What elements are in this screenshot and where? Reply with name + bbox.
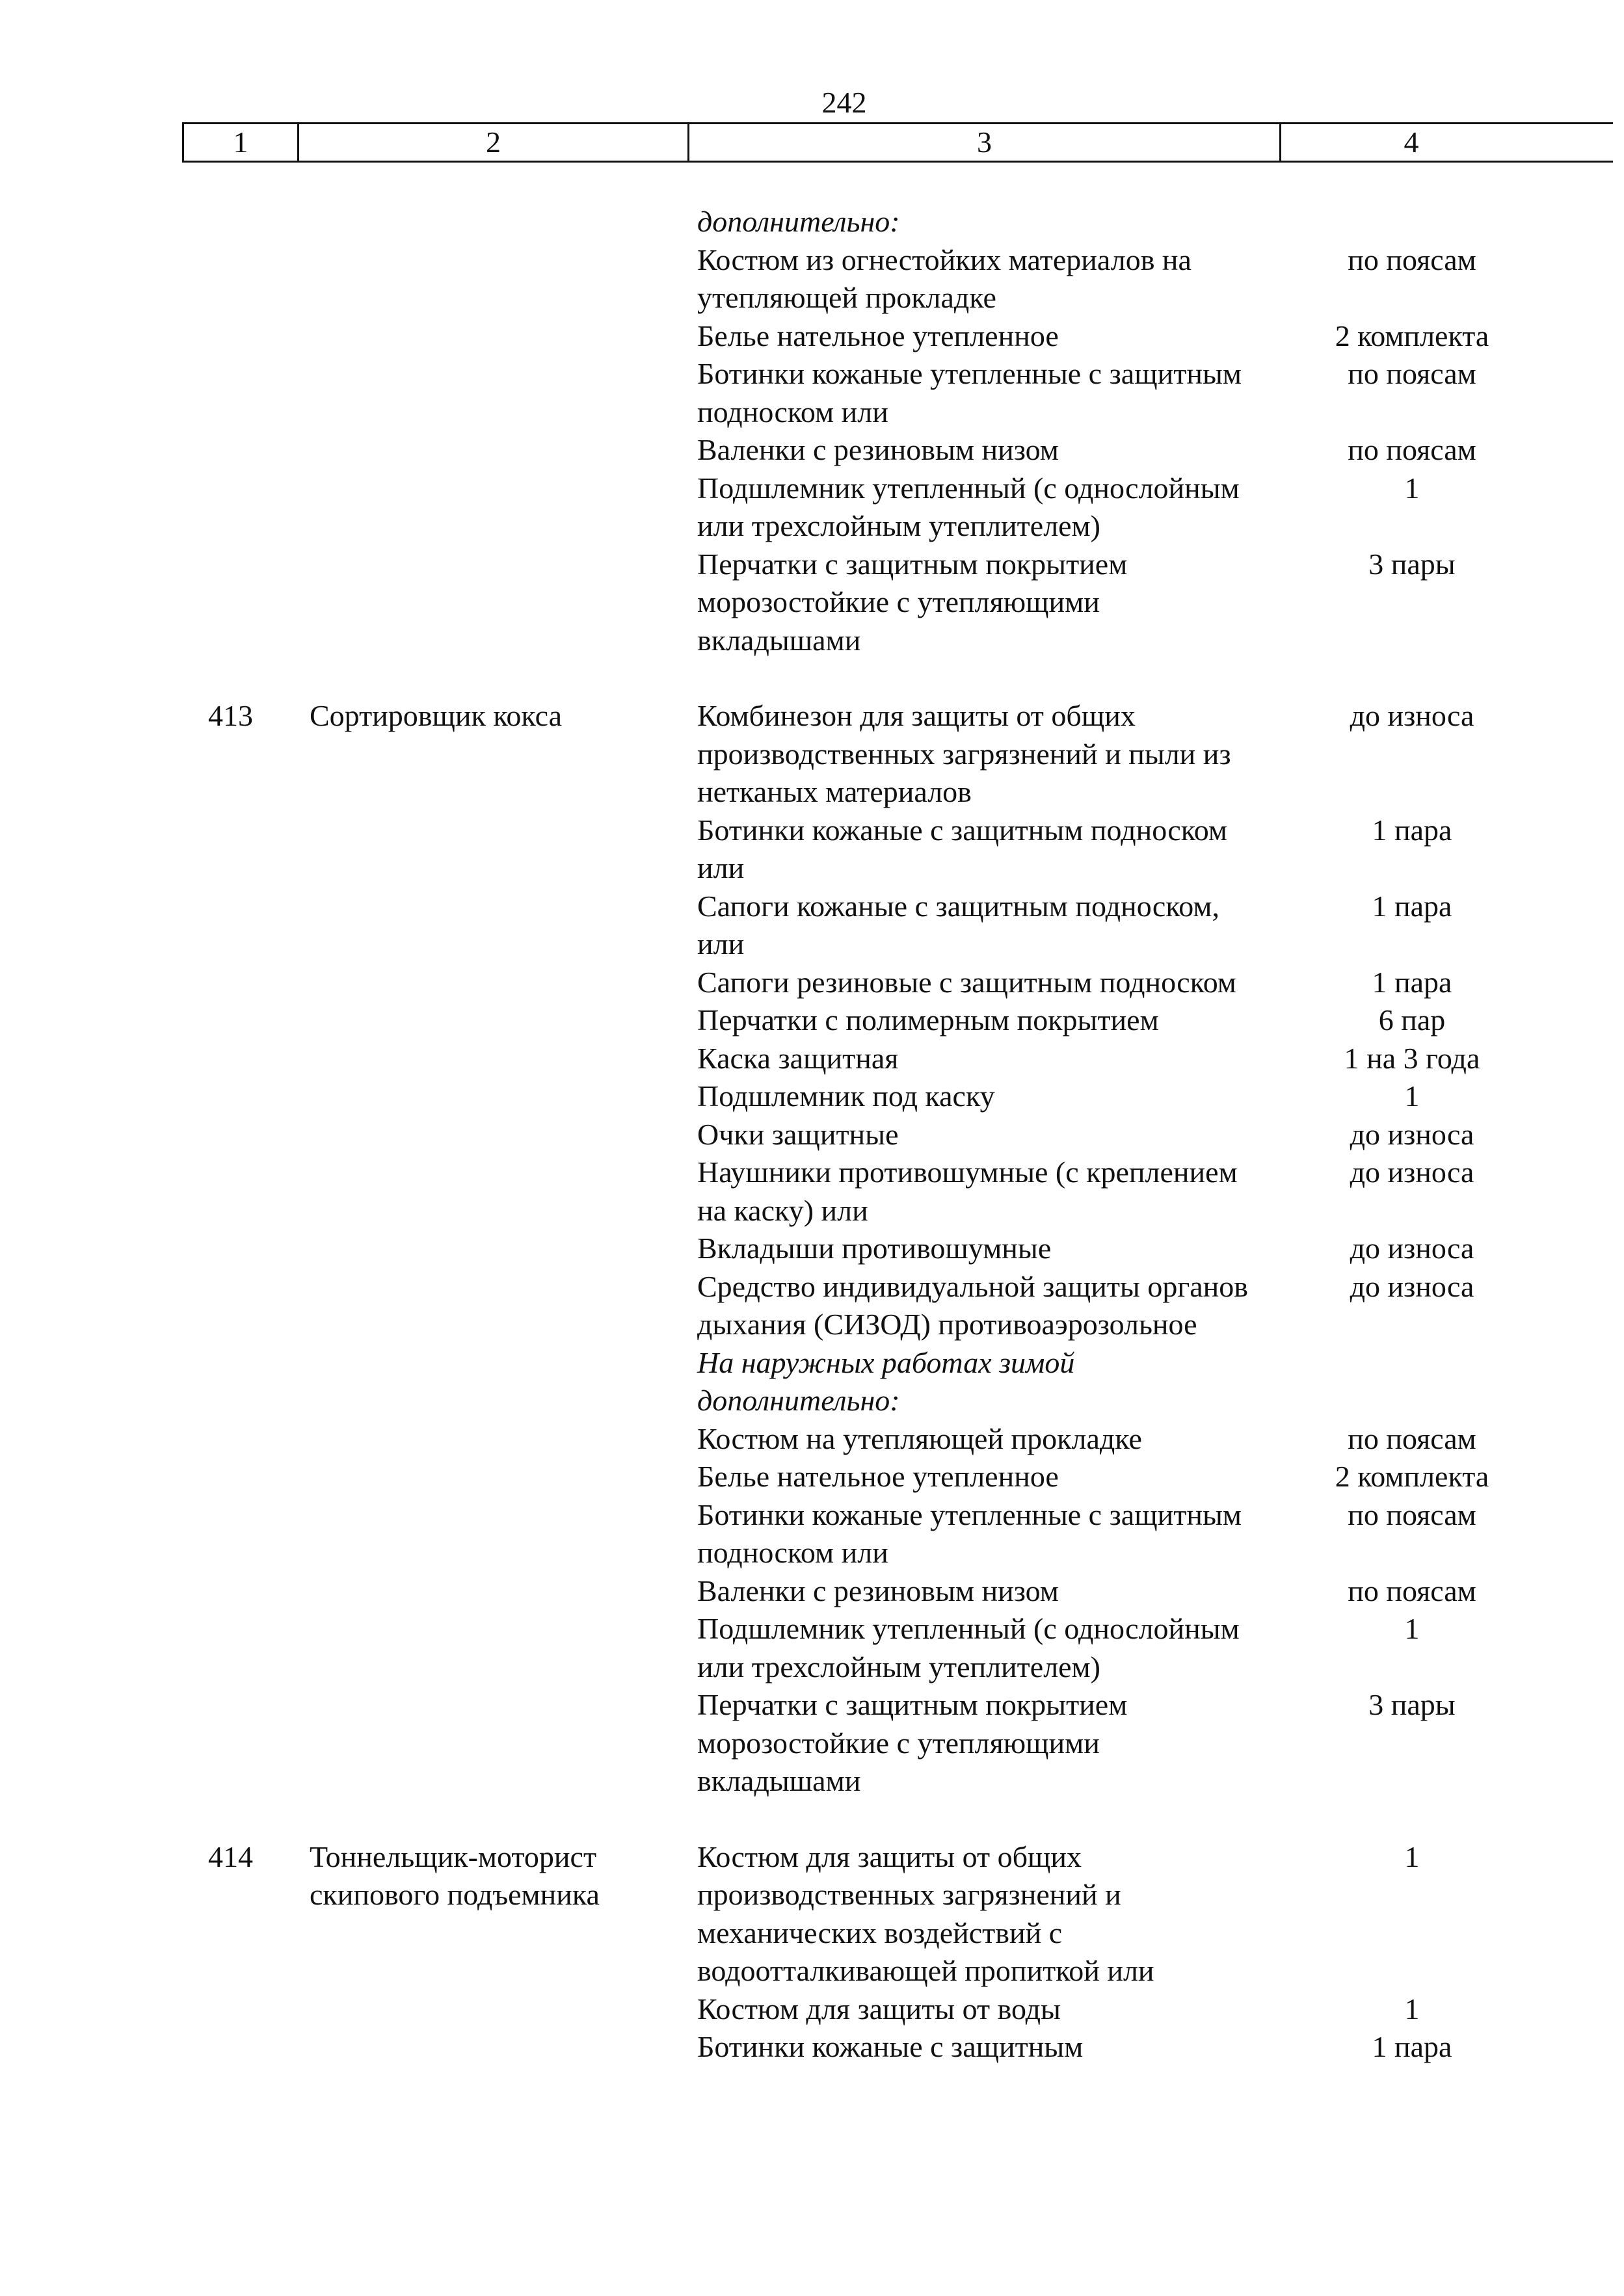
item-name: Средство индивидуальной защиты органов дыхания (СИЗОД) противоаэрозольное <box>697 1269 1248 1341</box>
list-item <box>0 203 1624 241</box>
item-name: Наушники противошумные (с креплением на каску) или <box>697 1155 1238 1227</box>
table-row <box>0 697 1624 1801</box>
profession-title: Сортировщик кокса <box>310 699 563 732</box>
item-name: Подшлемник утепленный (с однослойным или трехслойным утеплителем) <box>697 1612 1240 1683</box>
list-item <box>0 1268 1624 1344</box>
item-quantity: по поясам <box>1348 1574 1476 1607</box>
list-item <box>0 1154 1624 1230</box>
item-quantity: 1 <box>1404 1992 1420 2025</box>
item-name: Подшлемник под каску <box>697 1079 995 1113</box>
item-quantity: 1 <box>1404 1079 1420 1113</box>
entry-number: 414 <box>208 1840 253 1873</box>
item-quantity: по поясам <box>1348 1421 1476 1455</box>
item-quantity: до износа <box>1350 1232 1474 1265</box>
list-item <box>0 431 1624 469</box>
item-name: Очки защитные <box>697 1117 899 1151</box>
table-header <box>182 122 1541 163</box>
header-col-3: 3 <box>689 124 1281 161</box>
item-name: Перчатки с защитным покрытием морозостойкие с утепляющими вкладышами <box>697 547 1128 657</box>
list-item <box>0 1077 1624 1116</box>
item-quantity <box>1305 203 1519 241</box>
item-name: Перчатки с защитным покрытием морозостойкие с утепляющими вкладышами <box>697 1688 1128 1797</box>
item-quantity: по поясам <box>1348 357 1476 390</box>
section-note: дополнительно: <box>697 205 900 238</box>
item-quantity: 6 пар <box>1378 1003 1446 1036</box>
table-body <box>0 203 1624 2066</box>
list-item <box>0 2028 1624 2066</box>
item-name: Каска защитная <box>697 1041 899 1075</box>
list-item <box>0 317 1624 356</box>
item-name: Сапоги кожаные с защитным подноском, или <box>697 889 1220 960</box>
table-row <box>0 1838 1624 2066</box>
header-col-1: 1 <box>182 124 299 161</box>
list-item <box>0 1990 1624 2029</box>
item-quantity: до износа <box>1350 1155 1474 1189</box>
continued-entry <box>0 203 1624 659</box>
item-quantity: 1 пара <box>1372 965 1452 999</box>
item-name: Валенки с резиновым низом <box>697 1574 1059 1607</box>
item-quantity: 1 на 3 года <box>1344 1041 1480 1075</box>
list-item <box>0 1001 1624 1040</box>
list-item <box>0 1420 1624 1458</box>
item-quantity: по поясам <box>1348 1498 1476 1531</box>
item-name: Белье нательное утепленное <box>697 1460 1059 1493</box>
list-item <box>0 1686 1624 1801</box>
item-name: Перчатки с полимерным покрытием <box>697 1003 1159 1036</box>
section-note: На наружных работах зимой дополнительно: <box>697 1345 1075 1417</box>
item-quantity: до износа <box>1350 1117 1474 1151</box>
item-quantity: по поясам <box>1348 433 1476 466</box>
item-name: Костюм из огнестойких материалов на утепляющей прокладке <box>697 243 1191 314</box>
list-item <box>0 469 1624 546</box>
list-item <box>0 1116 1624 1154</box>
item-quantity: до износа <box>1350 1269 1474 1303</box>
list-item <box>0 964 1624 1002</box>
item-quantity: 1 <box>1404 1612 1420 1645</box>
item-name: Белье нательное утепленное <box>697 319 1059 352</box>
item-name: Ботинки кожаные утепленные с защитным подноском или <box>697 357 1242 429</box>
header-rule-extension <box>1541 122 1613 163</box>
list-item <box>0 1458 1624 1496</box>
entry-spacer <box>0 1801 1624 1838</box>
item-name: Костюм для защиты от воды <box>697 1992 1061 2025</box>
item-quantity: 3 пары <box>1368 1688 1456 1721</box>
list-item <box>0 1610 1624 1686</box>
list-item <box>0 355 1624 431</box>
item-quantity: 2 комплекта <box>1335 319 1489 352</box>
item-name: Костюм для защиты от общих производственных загрязнений и механических воздействий с водоотталкивающей пропиткой или <box>697 1840 1154 1987</box>
list-item <box>0 1496 1624 1572</box>
item-name: Ботинки кожаные с защитным подноском или <box>697 813 1228 884</box>
item-quantity: по поясам <box>1348 243 1476 276</box>
item-quantity: 1 <box>1404 471 1420 505</box>
item-name: Вкладыши противошумные <box>697 1232 1052 1265</box>
list-item <box>0 1230 1624 1268</box>
item-quantity: 1 пара <box>1372 2030 1452 2063</box>
item-name: Подшлемник утепленный (с однослойным или трехслойным утеплителем) <box>697 471 1240 542</box>
item-quantity: 2 комплекта <box>1335 1460 1489 1493</box>
header-col-2: 2 <box>299 124 689 161</box>
list-item <box>0 546 1624 660</box>
item-name: Валенки с резиновым низом <box>697 433 1059 466</box>
item-name: Костюм на утепляющей прокладке <box>697 1421 1142 1455</box>
item-name: Комбинезон для защиты от общих производственных загрязнений и пыли из нетканых материалов <box>697 699 1231 808</box>
header-col-4: 4 <box>1404 125 1419 159</box>
item-quantity: 1 <box>1404 1840 1420 1873</box>
item-name: Ботинки кожаные с защитным <box>697 2030 1084 2063</box>
list-item <box>0 812 1624 888</box>
entry-number: 413 <box>208 699 253 732</box>
list-item <box>0 1572 1624 1611</box>
list-item <box>0 1040 1624 1078</box>
item-name: Ботинки кожаные утепленные с защитным подноском или <box>697 1498 1242 1569</box>
list-item <box>0 241 1624 317</box>
list-item <box>0 888 1624 964</box>
item-quantity: 1 пара <box>1372 889 1452 923</box>
list-item <box>0 1344 1624 1420</box>
page-number: 242 <box>821 86 867 119</box>
entry-spacer <box>0 659 1624 697</box>
profession-title: Тоннельщик-моторист скипового подъемника <box>310 1840 600 1911</box>
item-name: Сапоги резиновые с защитным подноском <box>697 965 1236 999</box>
item-quantity: до износа <box>1350 699 1474 732</box>
item-quantity <box>1305 1344 1519 1420</box>
item-quantity: 3 пары <box>1368 547 1456 581</box>
item-quantity: 1 пара <box>1372 813 1452 847</box>
